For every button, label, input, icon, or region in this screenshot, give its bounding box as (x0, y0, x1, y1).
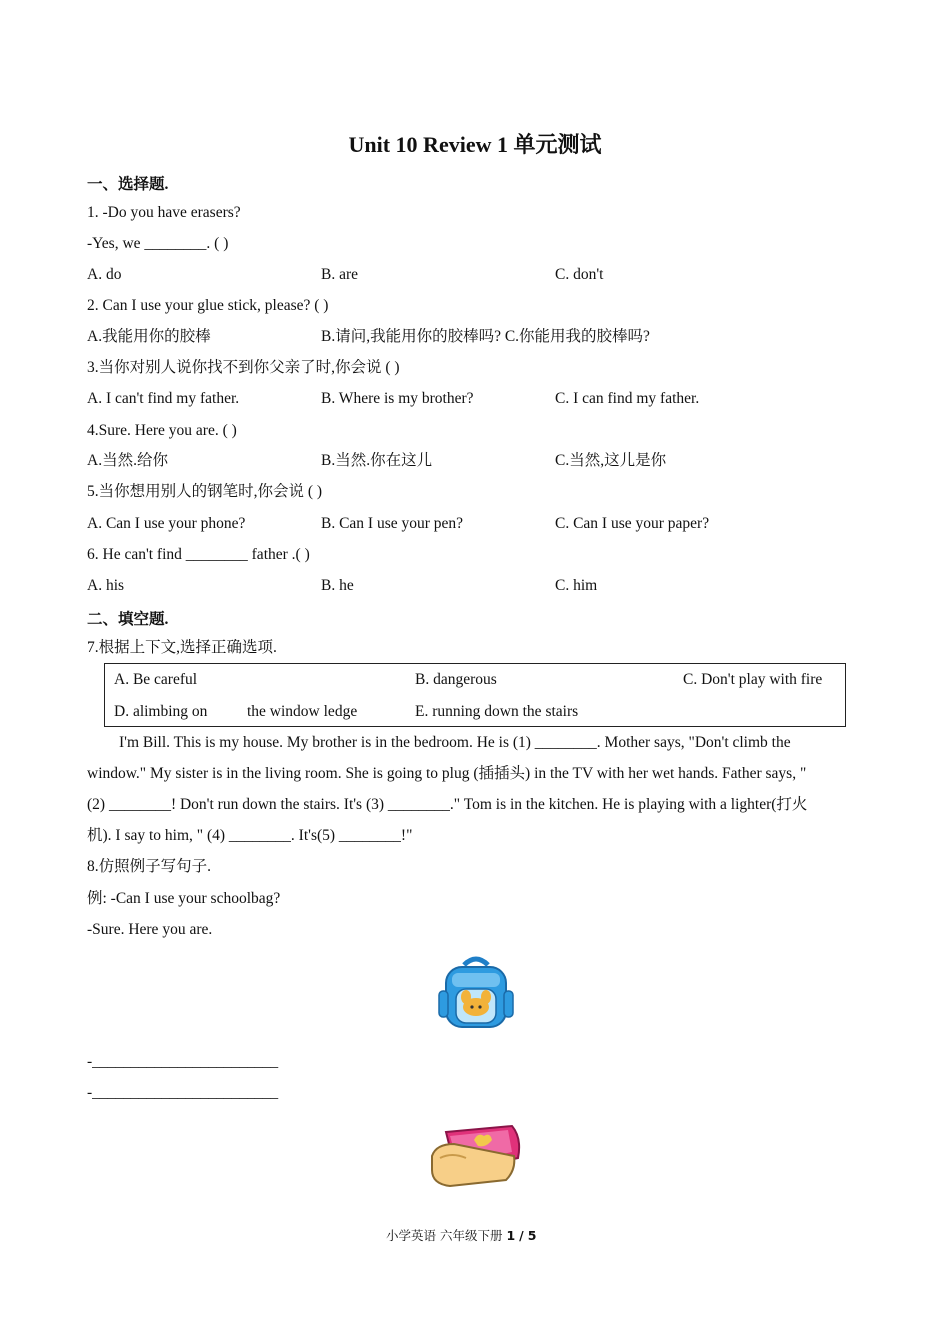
page-number: 1 (506, 1228, 516, 1243)
question-1-line2: -Yes, we ________. ( ) (87, 235, 229, 252)
pencil-box-icon (426, 1118, 526, 1190)
schoolbag-icon (436, 955, 516, 1031)
q6-option-a: A. his (87, 577, 125, 594)
q1-option-b: B. are (321, 266, 359, 283)
q7-option-b: B. dangerous (415, 671, 497, 688)
passage-line-1: I'm Bill. This is my house. My brother is in the bedroom. He is (1) ________. Mother says, "Don't climb the (119, 734, 791, 751)
q2-option-a: A.我能用你的胶棒 (87, 328, 211, 345)
question-8: 8.仿照例子写句子. (87, 858, 212, 875)
q7-option-e: E. running down the stairs (415, 703, 579, 720)
question-2: 2. Can I use your glue stick, please? ( ) (87, 297, 329, 314)
q3-option-b: B. Where is my brother? (321, 390, 474, 407)
q7-option-a: A. Be careful (114, 671, 198, 688)
q6-option-b: B. he (321, 577, 354, 594)
q3-option-a: A. I can't find my father. (87, 390, 240, 407)
q5-option-c: C. Can I use your paper? (555, 515, 710, 532)
q7-option-c: C. Don't play with fire (683, 671, 823, 688)
example-line-2: -Sure. Here you are. (87, 921, 213, 938)
passage-line-4: 机). I say to him, " (4) ________. It's(5) ________!" (87, 827, 413, 844)
answer-blank-1: -________________________ (87, 1053, 279, 1070)
question-6: 6. He can't find ________ father .( ) (87, 546, 310, 563)
question-7: 7.根据上下文,选择正确选项. (87, 639, 277, 656)
section-heading-fill: 二、填空题. (87, 611, 169, 628)
q3-option-c: C. I can find my father. (555, 390, 700, 407)
q4-option-c: C.当然,这儿是你 (555, 452, 667, 469)
q6-option-c: C. him (555, 577, 598, 594)
q1-option-c: C. don't (555, 266, 604, 283)
question-4: 4.Sure. Here you are. ( ) (87, 422, 237, 439)
q4-option-a: A.当然.给你 (87, 452, 168, 469)
answer-blank-2: -________________________ (87, 1084, 279, 1101)
passage-line-3: (2) ________! Don't run down the stairs. It's (3) ________." Tom is in the kitchen. He is playing with a lighter(打火 (87, 796, 808, 813)
q4-option-b: B.当然.你在这儿 (321, 452, 433, 469)
passage-line-2: window." My sister is in the living room. She is going to plug (插插头) in the TV with her wet hands. Father says, " (87, 765, 807, 782)
question-1: 1. -Do you have erasers? (87, 204, 241, 221)
example-line-1: 例: -Can I use your schoolbag? (87, 890, 281, 907)
page-separator: / (519, 1228, 524, 1243)
footer-text: 小学英语 六年级下册 (386, 1228, 503, 1243)
question-3: 3.当你对别人说你找不到你父亲了时,你会说 ( ) (87, 359, 400, 376)
section-heading-choice: 一、选择题. (87, 176, 169, 193)
q7-option-d: D. alimbing on (114, 703, 208, 720)
footer (386, 1226, 536, 1244)
q7-option-d-cont: the window ledge (247, 703, 358, 720)
question-5: 5.当你想用别人的钢笔时,你会说 ( ) (87, 483, 323, 500)
page-title: Unit 10 Review 1 单元测试 (348, 132, 602, 157)
page-total: 5 (527, 1228, 537, 1243)
q2-option-b-c: B.请问,我能用你的胶棒吗? C.你能用我的胶棒吗? (321, 328, 650, 345)
q1-option-a: A. do (87, 266, 122, 283)
q5-option-b: B. Can I use your pen? (321, 515, 464, 532)
q5-option-a: A. Can I use your phone? (87, 515, 246, 532)
